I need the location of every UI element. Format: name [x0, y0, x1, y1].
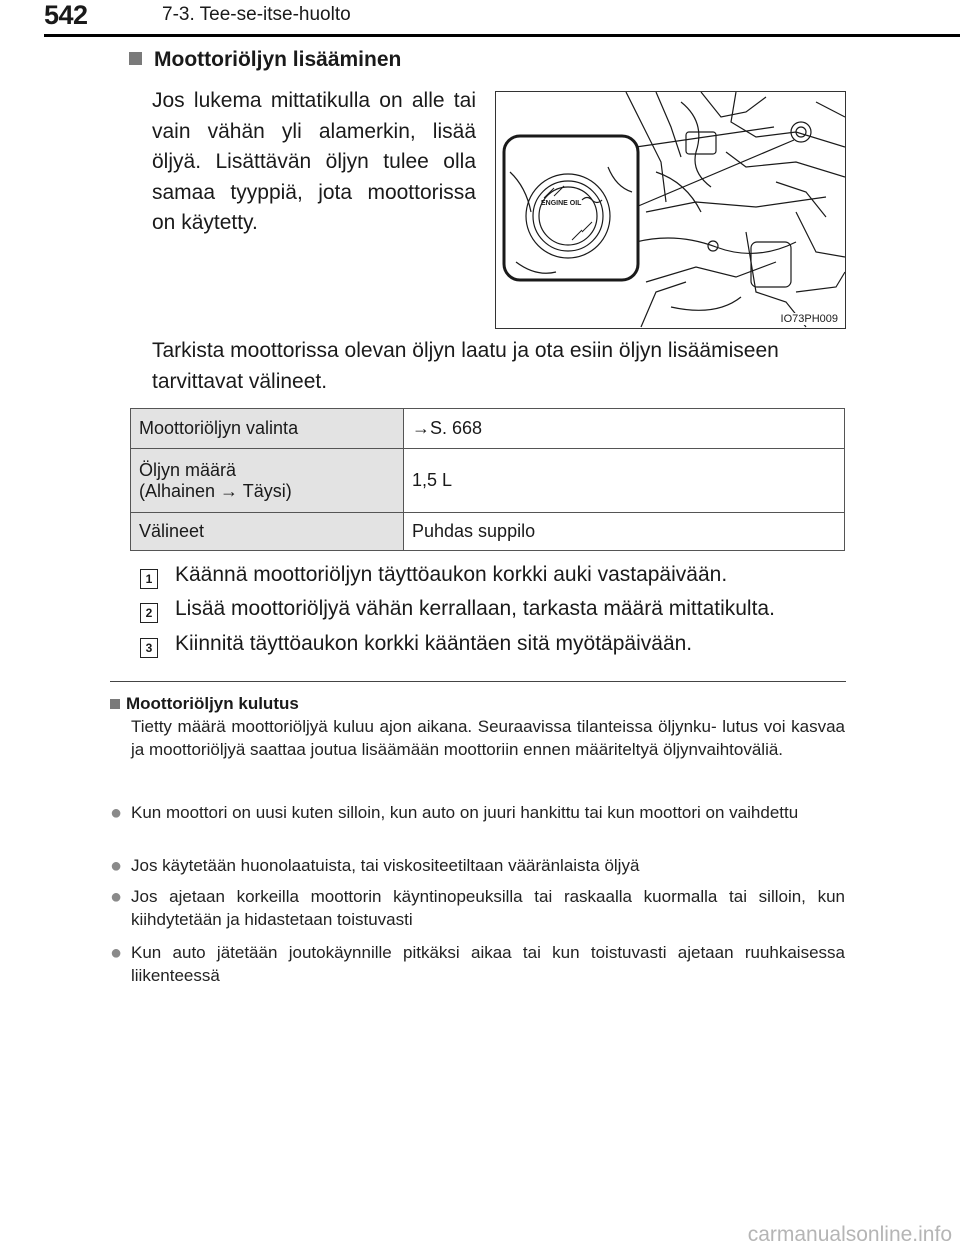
- square-bullet-icon: [110, 699, 120, 709]
- bullet-dot-icon: ●: [110, 855, 123, 877]
- table-row: [131, 449, 845, 513]
- table-label-cell: Moottoriöljyn valinta: [131, 409, 404, 449]
- consumption-heading: [110, 694, 299, 714]
- consumption-heading-text: Moottoriöljyn kulutus: [126, 694, 299, 713]
- list-item: [110, 886, 845, 931]
- section-heading: [129, 48, 401, 72]
- list-item-text: Jos ajetaan korkeilla moottorin käyntinopeuksilla tai raskaalla kuormalla tai silloin, kun kiihdytetään ja hidastetaan toistuvasti: [131, 887, 845, 929]
- step-1: [140, 563, 727, 587]
- step-text: Lisää moottoriöljyä vähän kerrallaan, tarkasta määrä mittatikulta.: [175, 597, 775, 620]
- list-item-text: Kun auto jätetään joutokäynnille pitkäksi aikaa tai kun toistuvasti ajetaan ruuhkaisessa liikenteessä: [131, 943, 845, 985]
- figure-code: IO73PH009: [780, 313, 838, 325]
- intro-paragraph: Jos lukema mittatikulla on alle tai vain vähän yli alamerkin, lisää öljyä. Lisättävän öljyn tulee olla samaa tyyppiä, jota moottorissa on käytetty.: [152, 89, 476, 234]
- table-row: [131, 409, 845, 449]
- table-value-cell: 1,5 L: [404, 449, 845, 513]
- bullet-dot-icon: ●: [110, 942, 123, 964]
- square-bullet-icon: [129, 52, 142, 65]
- header-rule: [44, 34, 960, 37]
- watermark: carmanualsonline.info: [747, 1223, 952, 1246]
- engine-bay-drawing: [496, 92, 845, 328]
- section-divider: [110, 681, 846, 682]
- step-number-badge: 1: [140, 569, 158, 589]
- oil-info-table: [130, 408, 845, 551]
- bullet-dot-icon: ●: [110, 886, 123, 908]
- table-label-line: Öljyn määrä: [139, 459, 237, 480]
- bullet-dot-icon: ●: [110, 802, 123, 824]
- cap-label-text: ENGINE OIL: [541, 200, 582, 207]
- list-item: [110, 802, 845, 825]
- list-item: [110, 855, 845, 878]
- check-paragraph: Tarkista moottorissa olevan öljyn laatu ja ota esiin öljyn lisäämiseen tarvittavat välineet.: [152, 339, 779, 393]
- table-label-cell: [131, 449, 404, 513]
- step-3: [140, 632, 692, 656]
- list-item: [110, 942, 845, 987]
- section-heading-text: Moottoriöljyn lisääminen: [154, 48, 402, 71]
- table-label-cell: Välineet: [131, 513, 404, 551]
- step-number-badge: 3: [140, 638, 158, 658]
- step-number-badge: 2: [140, 603, 158, 623]
- table-label-line: (Alhainen → Täysi): [139, 480, 292, 501]
- table-value-cell: →S. 668: [404, 409, 845, 449]
- step-2: [140, 597, 775, 621]
- chapter-title: 7-3. Tee-se-itse-huolto: [162, 4, 351, 25]
- table-row: [131, 513, 845, 551]
- step-text: Käännä moottoriöljyn täyttöaukon korkki auki vastapäivään.: [175, 563, 728, 586]
- page-number: 542: [44, 0, 88, 30]
- step-text: Kiinnitä täyttöaukon korkki kääntäen sitä myötäpäivään.: [175, 632, 693, 655]
- consumption-paragraph: Tietty määrä moottoriöljyä kuluu ajon aikana. Seuraavissa tilanteissa öljynku- lutus voi kasvaa ja moottoriöljyä saattaa joutua lisäämään moottoriin ennen määriteltyä öljynvaihtoväliä.: [131, 717, 845, 759]
- list-item-text: Jos käytetään huonolaatuista, tai viskositeetiltaan vääränlaista öljyä: [131, 856, 640, 875]
- engine-oil-cap-illustration: [495, 91, 846, 329]
- table-value-cell: Puhdas suppilo: [404, 513, 845, 551]
- list-item-text: Kun moottori on uusi kuten silloin, kun auto on juuri hankittu tai kun moottori on vaihdettu: [131, 803, 799, 822]
